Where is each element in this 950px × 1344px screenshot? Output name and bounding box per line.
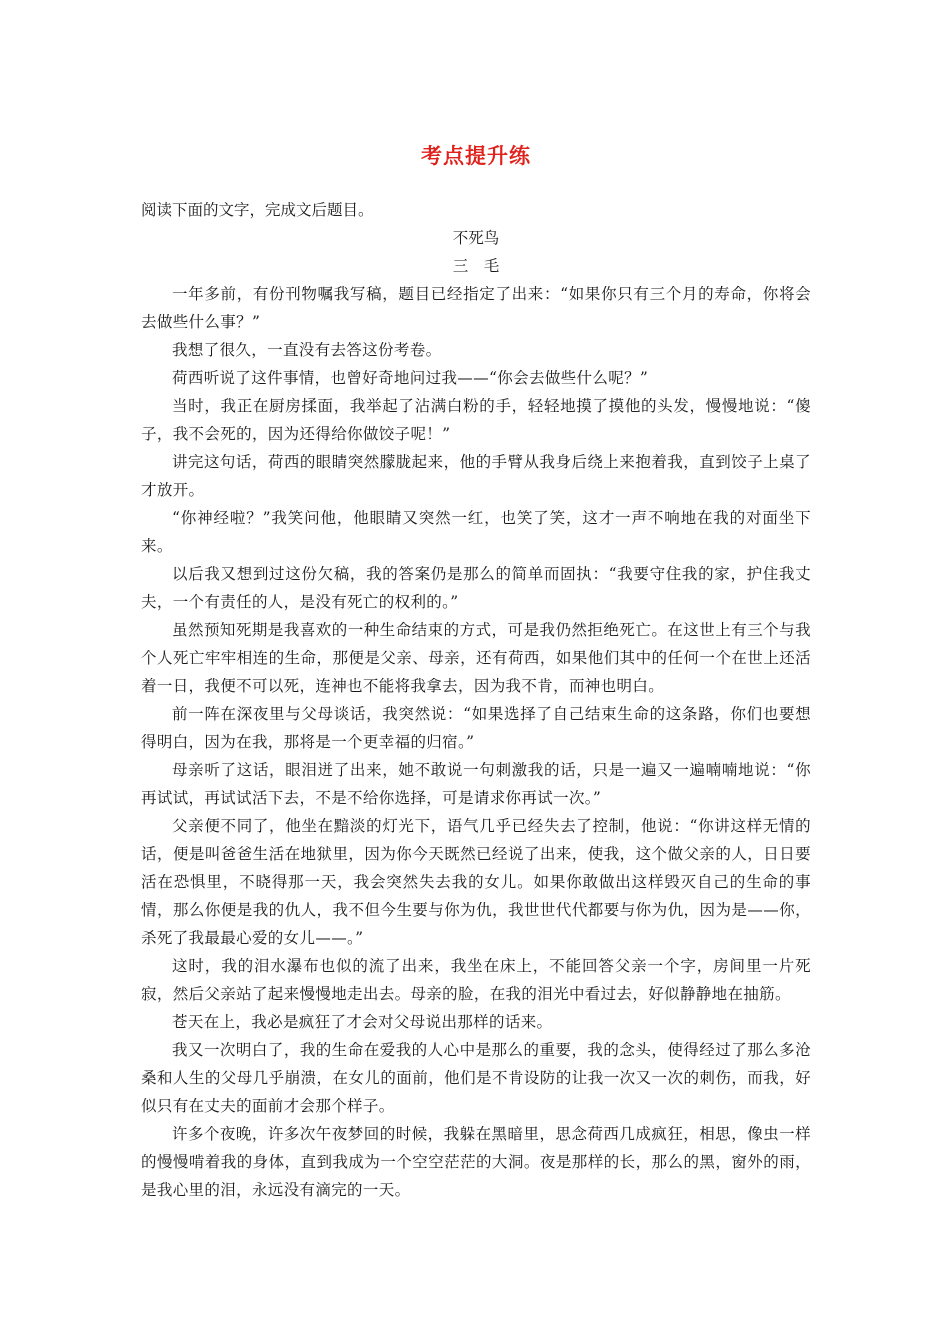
paragraph: 父亲便不同了，他坐在黯淡的灯光下，语气几乎已经失去了控制，他说：“你讲这样无情的话，便是叫爸爸生活在地狱里，因为你今天既然已经说了出来，使我，这个做父亲的人，日日要活在恐惧里，不晓得那一天，我会突然失去我的女儿。如果你敢做出这样毁灭自己的生命的事情，那么你便是我的仇人，我不但今生要与你为仇，我世世代代都要与你为仇，因为是——你，杀死了我最最心爱的女儿——。”: [141, 817, 811, 947]
paragraph: 当时，我正在厨房揉面，我举起了沾满白粉的手，轻轻地摸了摸他的头发，慢慢地说：“傻子，我不会死的，因为还得给你做饺子呢！”: [141, 397, 811, 443]
story-author: 三 毛: [452, 257, 500, 275]
paragraph: 许多个夜晚，许多次午夜梦回的时候，我躲在黑暗里，思念荷西几成疯狂，相思，像虫一样的慢慢啃着我的身体，直到我成为一个空空茫茫的大洞。夜是那样的长，那么的黑，窗外的雨，是我心里的泪，永远没有滴完的一天。: [141, 1125, 811, 1199]
paragraph: “你神经啦？”我笑问他，他眼睛又突然一红，也笑了笑，这才一声不响地在我的对面坐下来。: [141, 509, 811, 555]
paragraph: 荷西听说了这件事情，也曾好奇地问过我——“你会去做些什么呢？”: [172, 369, 649, 387]
paragraph: 这时，我的泪水瀑布也似的流了出来，我坐在床上，不能回答父亲一个字，房间里一片死寂，然后父亲站了起来慢慢地走出去。母亲的脸，在我的泪光中看过去，好似静静地在抽筋。: [141, 957, 811, 1003]
paragraph: 前一阵在深夜里与父母谈话，我突然说：“如果选择了自己结束生命的这条路，你们也要想得明白，因为在我，那将是一个更幸福的归宿。”: [141, 705, 811, 751]
paragraph: 一年多前，有份刊物嘱我写稿，题目已经指定了出来：“如果你只有三个月的寿命，你将会去做些什么事？”: [141, 285, 811, 331]
paragraph: 苍天在上，我必是疯狂了才会对父母说出那样的话来。: [172, 1013, 553, 1031]
page-title: 考点提升练: [421, 143, 531, 168]
paragraph: 母亲听了这话，眼泪迸了出来，她不敢说一句刺激我的话，只是一遍又一遍喃喃地说：“你再试试，再试试活下去，不是不给你选择，可是请求你再试一次。”: [141, 761, 811, 807]
story-body: [141, 280, 811, 1204]
story-title: 不死鸟: [452, 229, 500, 247]
paragraph: 以后我又想到过这份欠稿，我的答案仍是那么的简单而固执：“我要守住我的家，护住我丈夫，一个有责任的人，是没有死亡的权利的。”: [141, 565, 811, 611]
paragraph: 我想了很久，一直没有去答这份考卷。: [172, 341, 442, 359]
paragraph: 讲完这句话，荷西的眼睛突然朦胧起来，他的手臂从我身后绕上来抱着我，直到饺子上桌了才放开。: [141, 453, 811, 499]
document-page: [141, 140, 811, 1204]
paragraph: 虽然预知死期是我喜欢的一种生命结束的方式，可是我仍然拒绝死亡。在这世上有三个与我个人死亡牢牢相连的生命，那便是父亲、母亲，还有荷西，如果他们其中的任何一个在世上还活着一日，我便不可以死，连神也不能将我拿去，因为我不肯，而神也明白。: [141, 621, 811, 695]
instruction-text: 阅读下面的文字，完成文后题目。: [141, 201, 374, 219]
paragraph: 我又一次明白了，我的生命在爱我的人心中是那么的重要，我的念头，使得经过了那么多沧桑和人生的父母几乎崩溃，在女儿的面前，他们是不肯设防的让我一次又一次的刺伤，而我，好似只有在丈夫的面前才会那个样子。: [141, 1041, 811, 1115]
